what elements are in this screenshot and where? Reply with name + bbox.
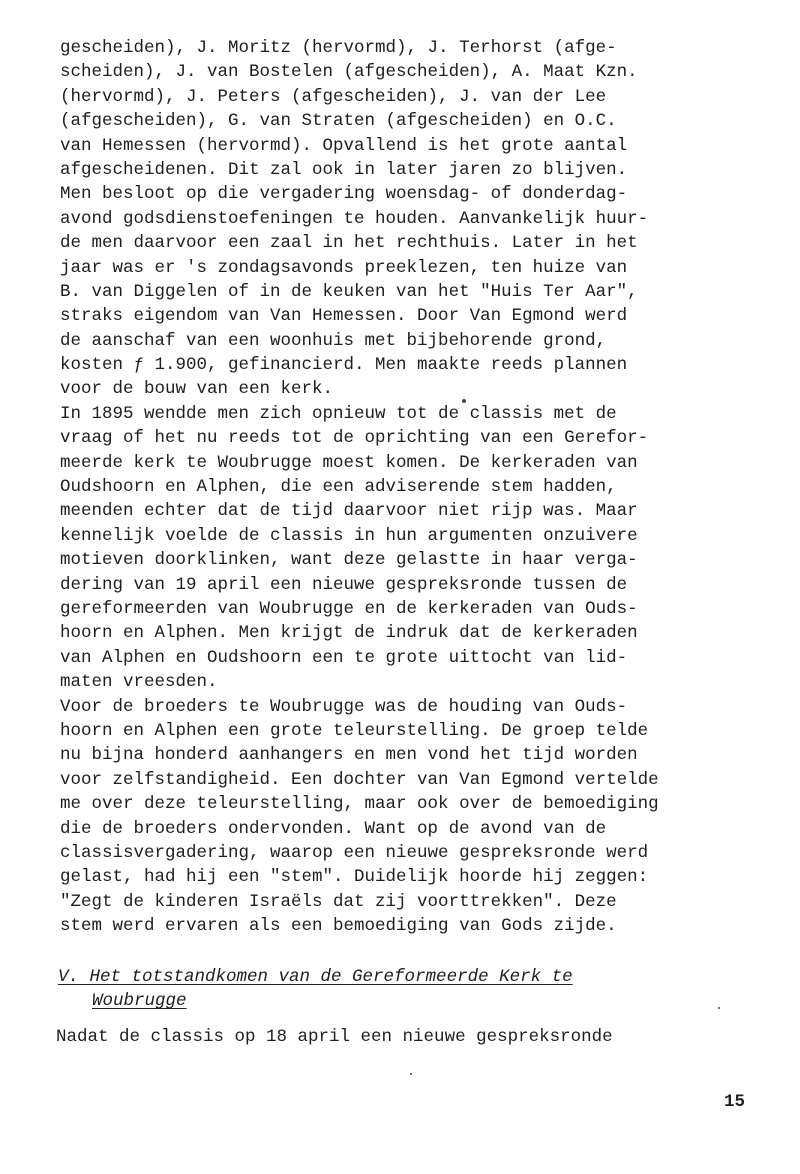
text-line: Oudshoorn en Alphen, die een adviserende stem hadden,	[60, 477, 617, 498]
text-line: avond godsdienstoefeningen te houden. Aanvankelijk huur-	[60, 208, 649, 229]
text-line: B. van Diggelen of in de keuken van het "Huis Ter Aar",	[60, 281, 638, 302]
text-line: van Alphen en Oudshoorn een te grote uittocht van lid-	[60, 647, 628, 668]
text-line: gereformeerden van Woubrugge en de kerkeraden van Ouds-	[60, 598, 638, 619]
text-line: me over deze teleurstelling, maar ook over de bemoediging	[60, 794, 659, 815]
text-line: (afgescheiden), G. van Straten (afgescheiden) en O.C.	[60, 111, 617, 132]
page-number: 15	[724, 1092, 746, 1112]
text-line: classisvergadering, waarop een nieuwe gespreksronde werd	[60, 842, 649, 863]
text-line: meerde kerk te Woubrugge moest komen. De kerkeraden van	[60, 452, 638, 473]
text-line: van Hemessen (hervormd). Opvallend is het grote aantal	[60, 135, 628, 156]
text-line: voor zelfstandigheid. Een dochter van Van Egmond vertelde	[60, 769, 659, 790]
text-line: de aanschaf van een woonhuis met bijbehorende grond,	[60, 330, 607, 351]
text-line: Voor de broeders te Woubrugge was de houding van Ouds-	[60, 696, 628, 717]
section-heading-line: V. Het totstandkomen van de Gereformeerde Kerk te	[58, 967, 573, 987]
scan-speck	[462, 399, 466, 403]
text-line: voor de bouw van een kerk.	[60, 379, 334, 400]
text-line: "Zegt de kinderen Israëls dat zij voorttrekken". Deze	[60, 891, 617, 912]
text-line: maten vreesden.	[60, 672, 218, 693]
text-line: jaar was er 's zondagsavonds preeklezen, ten huize van	[60, 257, 628, 278]
text-line: meenden echter dat de tijd daarvoor niet rijp was. Maar	[60, 501, 638, 522]
text-line: afgescheidenen. Dit zal ook in later jaren zo blijven.	[60, 159, 628, 180]
text-line: vraag of het nu reeds tot de oprichting van een Gerefor-	[60, 428, 649, 449]
text-line: In 1895 wendde men zich opnieuw tot de classis met de	[60, 403, 617, 424]
text-line: straks eigendom van Van Hemessen. Door Van Egmond werd	[60, 306, 628, 327]
paragraph-start	[56, 1025, 756, 1049]
text-line: scheiden), J. van Bostelen (afgescheiden), A. Maat Kzn.	[60, 62, 638, 83]
text-line: Nadat de classis op 18 april een nieuwe gespreksronde	[56, 1027, 613, 1047]
body-text	[60, 36, 780, 938]
scan-speck	[718, 1007, 720, 1009]
text-line: kennelijk voelde de classis in hun argumenten onzuivere	[60, 525, 638, 546]
text-line: dering van 19 april een nieuwe gespreksronde tussen de	[60, 574, 628, 595]
section-heading-line: Woubrugge	[92, 991, 187, 1012]
text-line: hoorn en Alphen een grote teleurstelling. De groep telde	[60, 720, 649, 741]
text-line: hoorn en Alphen. Men krijgt de indruk dat de kerkeraden	[60, 623, 638, 644]
text-line: die de broeders ondervonden. Want op de avond van de	[60, 818, 607, 839]
text-line: motieven doorklinken, want deze gelastte in haar verga-	[60, 550, 638, 571]
text-line: (hervormd), J. Peters (afgescheiden), J. van der Lee	[60, 86, 607, 107]
text-line: stem werd ervaren als een bemoediging van Gods zijde.	[60, 916, 617, 937]
text-line: gelast, had hij een "stem". Duidelijk hoorde hij zeggen:	[60, 867, 649, 888]
text-line: gescheiden), J. Moritz (hervormd), J. Terhorst (afge-	[60, 38, 617, 58]
text-line: de men daarvoor een zaal in het rechthuis. Later in het	[60, 233, 638, 254]
section-heading	[58, 965, 678, 1014]
text-line: Men besloot op die vergadering woensdag- of donderdag-	[60, 184, 628, 205]
text-line: kosten ƒ 1.900, gefinancierd. Men maakte reeds plannen	[60, 355, 628, 376]
scan-speck	[410, 1073, 412, 1075]
text-line: nu bijna honderd aanhangers en men vond het tijd worden	[60, 745, 638, 766]
